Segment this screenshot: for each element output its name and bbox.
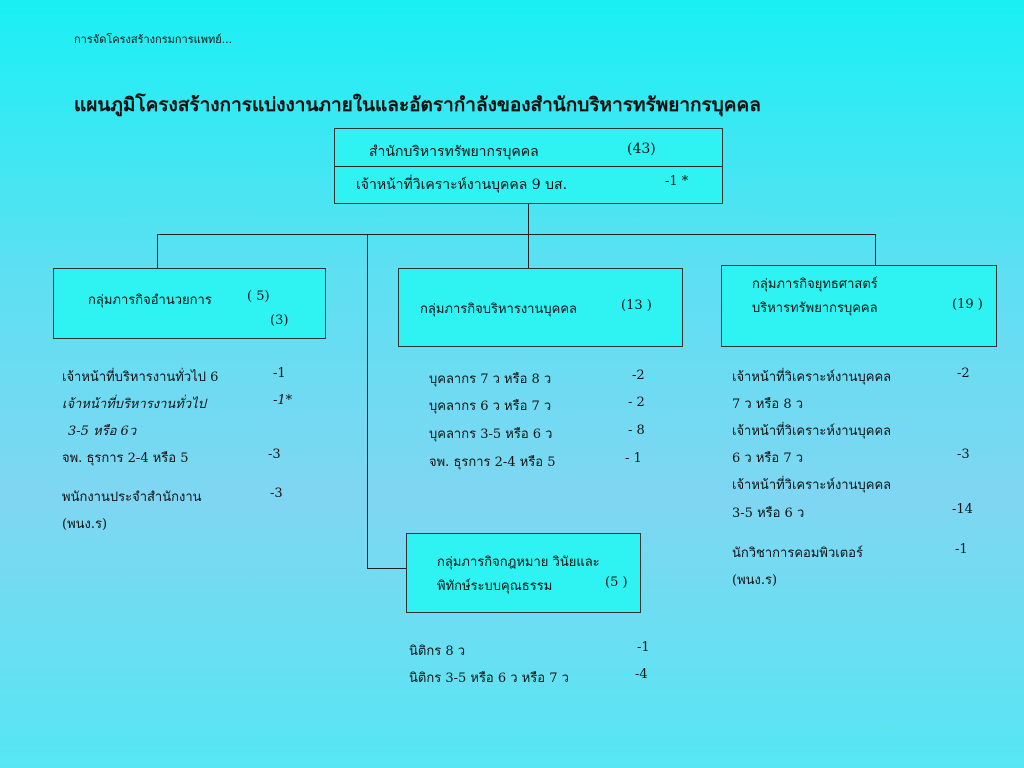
item-label: บุคลากร 6 ว หรือ 7 ว <box>429 399 552 414</box>
list-item <box>62 366 218 387</box>
group-law-count: (5 ) <box>605 575 628 590</box>
list-item <box>62 393 206 414</box>
list-item <box>429 451 555 472</box>
item-value: -1 <box>273 366 286 381</box>
breadcrumb: การจัดโครงสร้างกรมการแพทย์... <box>74 33 233 46</box>
list-item <box>732 393 803 414</box>
list-item <box>732 474 891 495</box>
top-office-position-value: -1 * <box>665 174 689 189</box>
group-hr-name: กลุ่มภารกิจบริหารงานบุคคล <box>420 302 577 317</box>
item-value: -3 <box>268 447 281 462</box>
list-item <box>732 447 803 468</box>
item-label: (พนง.ร) <box>732 573 778 588</box>
item-label: เจ้าหน้าที่บริหารงานทั่วไป 6 <box>62 370 219 385</box>
list-item <box>732 569 777 590</box>
item-value: - 8 <box>628 423 645 438</box>
list-item <box>409 667 569 688</box>
list-item <box>732 420 891 441</box>
group-admin-box <box>53 268 326 339</box>
item-value: - 1 <box>625 451 642 466</box>
page-title: แผนภูมิโครงสร้างการแบ่งงานภายในและอัตรากำลังของสำนักบริหารทรัพยากรบุคคล <box>74 94 761 116</box>
item-label: 3-5 หรือ 6ว <box>68 424 137 439</box>
item-label: นิติกร 8 ว <box>409 644 466 659</box>
group-admin-name: กลุ่มภารกิจอำนวยการ <box>88 293 212 308</box>
group-strategy-name-1: กลุ่มภารกิจยุทธศาสตร์ <box>752 277 878 292</box>
group-law-name-2: พิทักษ์ระบบคุณธรรม <box>437 579 553 594</box>
top-box-divider <box>335 166 722 167</box>
group-law-name-1: กลุ่มภารกิจกฎหมาย วินัยและ <box>437 555 600 570</box>
item-value: -2 <box>957 366 970 381</box>
top-office-count: (43) <box>627 141 656 157</box>
group-admin-count: ( 5) <box>247 289 270 304</box>
connector-strategy <box>875 234 876 266</box>
item-value: -1 <box>637 640 650 655</box>
item-label: เจ้าหน้าที่วิเคราะห์งานบุคคล <box>732 424 892 439</box>
item-label: 6 ว หรือ 7 ว <box>732 451 804 466</box>
item-value: -14 <box>952 502 973 517</box>
item-value: -3 <box>957 447 970 462</box>
top-office-box <box>334 128 723 204</box>
list-item <box>732 502 804 523</box>
list-item <box>62 486 202 507</box>
list-item <box>62 513 107 534</box>
item-value: -3 <box>270 486 283 501</box>
group-strategy-count: (19 ) <box>952 297 983 312</box>
item-label: จพ. ธุรการ 2-4 หรือ 5 <box>429 455 556 470</box>
connector-horizontal <box>157 234 876 235</box>
list-item <box>409 640 465 661</box>
item-label: นิติกร 3-5 หรือ 6 ว หรือ 7 ว <box>409 671 569 686</box>
group-strategy-name-2: บริหารทรัพยากรบุคคล <box>752 301 878 316</box>
connector-hr <box>528 234 529 269</box>
item-label: พนักงานประจำสำนักงาน <box>62 490 202 505</box>
item-label: นักวิชาการคอมพิวเตอร์ <box>732 546 863 561</box>
item-value: -1* <box>273 393 293 408</box>
list-item <box>429 368 551 389</box>
list-item <box>732 542 863 563</box>
item-label: 7 ว หรือ 8 ว <box>732 397 804 412</box>
group-hr-box <box>398 268 683 347</box>
item-label: 3-5 หรือ 6 ว <box>732 506 805 521</box>
item-value: -4 <box>635 667 648 682</box>
connector-admin <box>157 234 158 269</box>
list-item <box>429 395 551 416</box>
item-label: เจ้าหน้าที่บริหารงานทั่วไป <box>62 397 206 412</box>
group-law-box <box>406 533 641 613</box>
group-hr-count: (13 ) <box>621 298 652 313</box>
item-label: เจ้าหน้าที่วิเคราะห์งานบุคคล <box>732 478 892 493</box>
list-item <box>68 420 136 441</box>
group-admin-count-2: (3) <box>270 313 289 328</box>
item-label: เจ้าหน้าที่วิเคราะห์งานบุคคล <box>732 370 892 385</box>
item-value: - 2 <box>628 395 645 410</box>
item-value: -2 <box>632 368 645 383</box>
item-label: บุคลากร 3-5 หรือ 6 ว <box>429 427 553 442</box>
item-value: -1 <box>955 542 968 557</box>
list-item <box>732 366 891 387</box>
top-office-position: เจ้าหน้าที่วิเคราะห์งานบุคคล 9 บส. <box>356 177 568 193</box>
group-strategy-box <box>721 265 997 347</box>
connector-law-vertical <box>367 234 368 569</box>
connector-law-horizontal <box>367 568 407 569</box>
list-item <box>62 447 188 468</box>
item-label: บุคลากร 7 ว หรือ 8 ว <box>429 372 552 387</box>
top-office-name: สำนักบริหารทรัพยากรบุคคล <box>369 144 539 160</box>
item-label: (พนง.ร) <box>62 517 108 532</box>
item-label: จพ. ธุรการ 2-4 หรือ 5 <box>62 451 189 466</box>
connector-top-vertical <box>528 203 529 235</box>
list-item <box>429 423 552 444</box>
